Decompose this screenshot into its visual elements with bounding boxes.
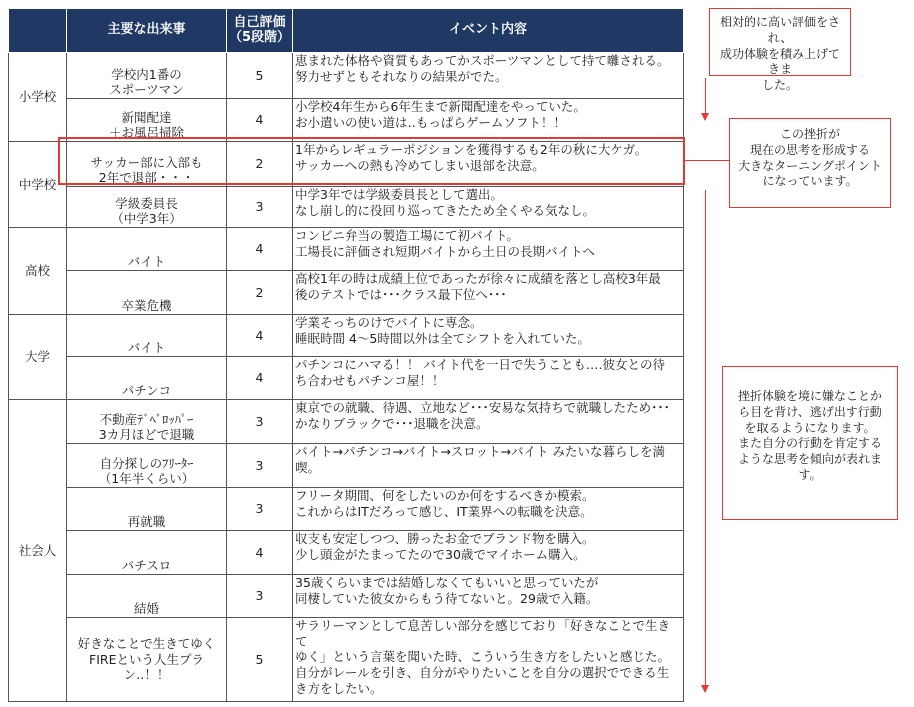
stage-header — [9, 9, 67, 53]
table-row — [9, 228, 684, 271]
score-cell: 2 — [227, 271, 293, 315]
callout-turning-point: この挫折が 現在の思考を形成する 大きなターニングポイント になっています。 — [729, 118, 891, 208]
table-row — [9, 99, 684, 142]
table-row — [9, 531, 684, 575]
score-cell: 3 — [227, 575, 293, 618]
content-cell: 東京での就職、待遇、立地など･･･安易な気持ちで就職したため･･･ かなりブラックで･･･退職を決意。 — [293, 400, 684, 444]
content-cell: コンビニ弁当の製造工場にて初バイト。 工場長に評価され短期バイトから土日の長期バイトへ — [293, 228, 684, 271]
event-cell: 自分探しのﾌﾘｰﾀｰ （1年半くらい） — [67, 444, 227, 488]
arrow-down-icon — [705, 190, 706, 692]
event-cell: パチンコ — [67, 357, 227, 400]
score-cell: 3 — [227, 488, 293, 531]
event-cell: バイト — [67, 228, 227, 271]
content-cell: 中学3年では学級委員長として選出。 なし崩し的に役回り巡ってきたため全くやる気なし。 — [293, 187, 684, 228]
content-cell: 小学校4年生から6年生まで新聞配達をやっていた。 お小遣いの使い道は‥もっぱらゲームソフト！！ — [293, 99, 684, 142]
event-cell: 結婚 — [67, 575, 227, 618]
table-row — [9, 315, 684, 357]
score-cell: 4 — [227, 228, 293, 271]
turning-point-highlight — [58, 137, 685, 185]
stage-label: 中学校 — [9, 142, 67, 228]
event-cell: 新聞配達 ＋お風呂掃除 — [67, 99, 227, 142]
table-row — [9, 488, 684, 531]
score-header: 自己評価 （5段階） — [227, 9, 293, 53]
callout-avoidance: 挫折体験を境に嫌なことか ら目を背け、逃げ出す行動 を取るようになります。 また自分の行動を肯定する ような思考を傾向が表れま す。 — [722, 366, 898, 520]
content-cell: フリータ期間、何をしたいのか何をするべきか模索。 これからはITだろって感じ、IT業界への転職を決意。 — [293, 488, 684, 531]
content-cell: パチンコにハマる！！ バイト代を一日で失うことも‥‥彼女との待 ち合わせもパチンコ屋！！ — [293, 357, 684, 400]
life-events-table — [8, 8, 684, 702]
score-cell: 3 — [227, 187, 293, 228]
content-cell: サラリーマンとして息苦しい部分を感じており「好きなことで生きて ゆく」という言葉を聞いた時、こういう生き方をしたいと感じた。 自分がレールを引き、自分がやりたいことを自分の選択でできる生 き方をしたい。 — [293, 618, 684, 702]
event-cell: 不動産ﾃﾞﾍﾞﾛｯﾊﾟｰ 3カ月ほどで退職 — [67, 400, 227, 444]
callout-success: 相対的に高い評価をされ、 成功体験を積み上げてきま した。 — [709, 8, 851, 76]
event-cell: バイト — [67, 315, 227, 357]
event-cell: 卒業危機 — [67, 271, 227, 315]
event-cell: サッカー部に入部も 2年で退部・・・ — [67, 142, 227, 187]
event-cell: 再就職 — [67, 488, 227, 531]
table-row — [9, 187, 684, 228]
highlight-connector-line — [685, 160, 729, 161]
score-cell: 4 — [227, 99, 293, 142]
event-cell: 好きなことで生きてゆく FIREという人生プラ ン‥！！ — [67, 618, 227, 702]
stage-label: 社会人 — [9, 400, 67, 702]
table-row — [9, 444, 684, 488]
content-cell: 学業そっちのけでバイトに専念。 睡眠時間 4～5時間以外は全てシフトを入れていた。 — [293, 315, 684, 357]
content-cell: 収支も安定しつつ、勝ったお金でブランド物を購入。 少し頭金がたまってたので30歳でマイホーム購入。 — [293, 531, 684, 575]
content-cell: バイト→パチンコ→バイト→スロット→バイト みたいな暮らしを満喫。 — [293, 444, 684, 488]
score-cell: 2 — [227, 142, 293, 187]
score-cell: 4 — [227, 531, 293, 575]
arrow-down-icon — [705, 78, 706, 120]
stage-label: 小学校 — [9, 53, 67, 142]
table-row — [9, 400, 684, 444]
score-cell: 5 — [227, 53, 293, 99]
table-row — [9, 271, 684, 315]
score-cell: 4 — [227, 315, 293, 357]
content-cell: 1年からレギュラーポジションを獲得するも2年の秋に大ケガ。 サッカーへの熱も冷めてしまい退部を決意。 — [293, 142, 684, 187]
stage-label: 大学 — [9, 315, 67, 400]
content-cell: 35歳くらいまでは結婚しなくてもいいと思っていたが 同棲していた彼女からもう待てないと。29歳で入籍。 — [293, 575, 684, 618]
score-cell: 3 — [227, 400, 293, 444]
stage-label: 高校 — [9, 228, 67, 315]
table-row — [9, 618, 684, 702]
content-header: イベント内容 — [293, 9, 684, 53]
table-row — [9, 53, 684, 99]
table-row — [9, 357, 684, 400]
table-row — [9, 575, 684, 618]
score-cell: 4 — [227, 357, 293, 400]
event-cell: 学校内1番の スポーツマン — [67, 53, 227, 99]
event-cell: パチスロ — [67, 531, 227, 575]
score-cell: 5 — [227, 618, 293, 702]
content-cell: 恵まれた体格や資質もあってかスポーツマンとして持て囃される。 努力せずともそれなりの結果がでた。 — [293, 53, 684, 99]
event-cell: 学級委員長 （中学3年） — [67, 187, 227, 228]
content-cell: 高校1年の時は成績上位であったが徐々に成績を落とし高校3年最 後のテストでは･･･クラス最下位へ･･･ — [293, 271, 684, 315]
header-row — [9, 9, 684, 53]
score-cell: 3 — [227, 444, 293, 488]
event-header: 主要な出来事 — [67, 9, 227, 53]
